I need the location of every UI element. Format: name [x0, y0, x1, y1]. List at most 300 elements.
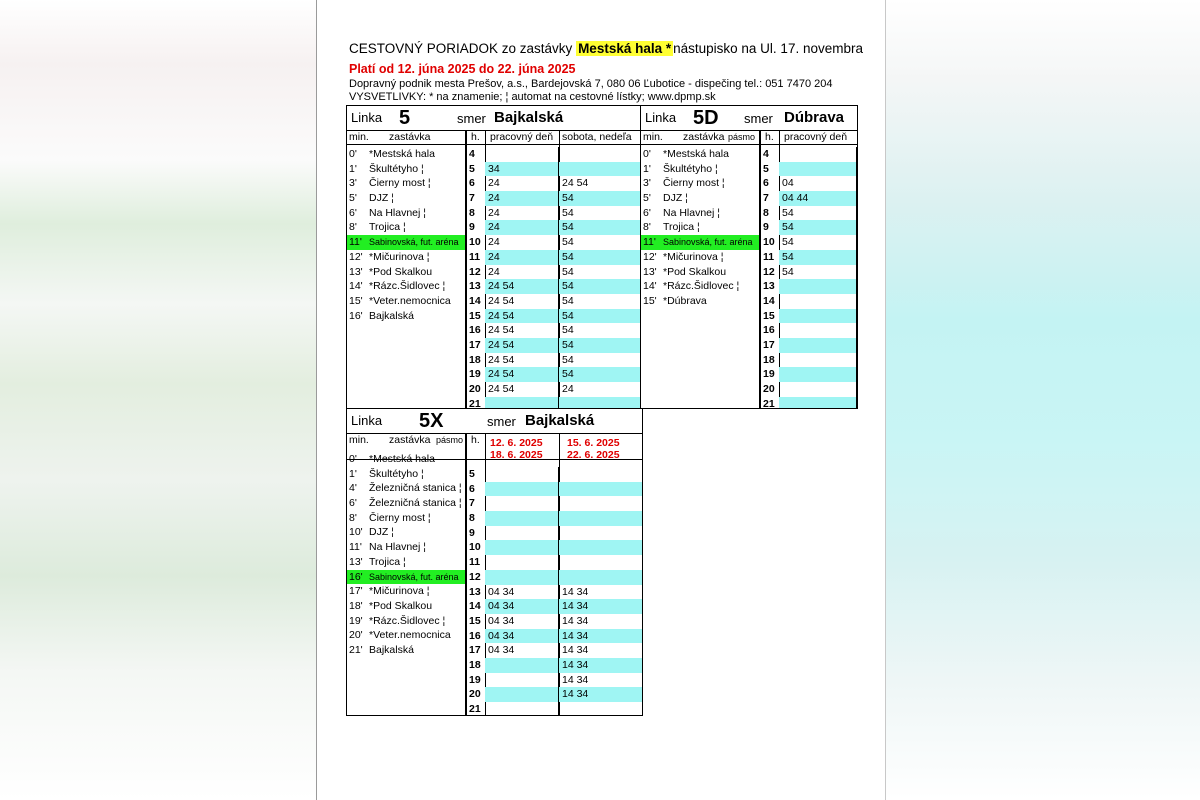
stop-name: Trojica ¦: [369, 221, 406, 234]
stop-name: *Mestská hala: [369, 453, 435, 465]
hour-label: h.: [471, 131, 480, 143]
hour-cell: 10: [469, 236, 481, 249]
hour-row: [761, 191, 857, 206]
stop-minute: 15': [643, 294, 657, 307]
hour-row: [761, 220, 857, 235]
stop-list: [641, 147, 759, 309]
operator-text: Dopravný podnik mesta Prešov, a.s., Bardejovská 7, 080 06 Ľubotice - dispečing tel.: 051 7470 204: [349, 78, 833, 90]
hour-cell: 17: [763, 338, 775, 351]
stop-name: *Mestská hala: [663, 148, 729, 160]
hour-row: [467, 614, 642, 629]
hour-cell: 18: [763, 353, 775, 366]
stop-name: *Veter.nemocnica: [369, 629, 451, 642]
stop-minute: 0': [643, 148, 651, 160]
stop-row: [641, 250, 759, 265]
stop-name: Čierny most ¦: [663, 177, 725, 190]
departure-cell: 14 34: [559, 658, 642, 673]
hour-cell: 12: [763, 265, 775, 278]
stop-name: DJZ ¦: [663, 192, 688, 205]
departure-cell: 24: [485, 220, 559, 235]
departure-cell: 54: [562, 294, 574, 307]
stop-name: *Pod Skalkou: [663, 265, 727, 278]
departure-cell: 24 54: [485, 382, 559, 397]
departure-cell: 54: [562, 324, 574, 337]
departure-cell: 54: [559, 279, 642, 294]
line-number: 5: [399, 107, 411, 129]
stop-minute: 6': [349, 497, 357, 510]
date-from: 15. 6. 2025: [567, 437, 620, 449]
departure-cell: 54: [559, 250, 642, 265]
hour-row: [761, 176, 857, 191]
stop-name: *Mestská hala: [369, 148, 435, 160]
stop-row: [641, 206, 759, 221]
departure-cell: 54: [779, 220, 857, 235]
departure-cell: 24: [485, 250, 559, 265]
stop-minute: 0': [349, 148, 357, 160]
departure-cell: 14 34: [562, 644, 589, 657]
stop-row: [347, 265, 465, 280]
departure-cell: 24 54: [485, 338, 559, 353]
departure-cell: [485, 467, 559, 482]
hour-cell: 14: [469, 294, 481, 307]
hour-row: [467, 673, 642, 688]
departure-cell: [485, 555, 559, 570]
hour-cell: 19: [469, 368, 481, 381]
background-left: [0, 0, 316, 800]
departure-cell: [485, 673, 559, 688]
hour-cell: 12: [469, 265, 481, 278]
stop-minute: 6': [349, 206, 357, 219]
departure-cell: 04 34: [485, 599, 559, 614]
departure-cell: [559, 496, 642, 511]
hour-row: [467, 294, 642, 309]
hour-cell: 12: [469, 570, 481, 583]
stop-name: *Dúbrava: [663, 294, 707, 307]
hour-cell: 11: [469, 556, 481, 569]
stop-row: [641, 265, 759, 280]
hour-row: [761, 309, 857, 324]
departure-cell: [779, 382, 857, 397]
hour-cell: 13: [469, 585, 481, 598]
stop-minute: 13': [643, 265, 657, 278]
stop-minute: 12': [643, 250, 657, 263]
hour-label: h.: [765, 131, 774, 143]
hour-cell: 4: [763, 148, 769, 160]
stop-minute: 12': [349, 250, 363, 263]
stop-minute: 18': [349, 599, 363, 612]
departure-cell: [559, 482, 642, 497]
stop-name: Na Hlavnej ¦: [369, 541, 427, 554]
stop-name: *Pod Skalkou: [369, 265, 433, 278]
hour-row: [761, 279, 857, 294]
smer-label: smer: [744, 111, 773, 126]
stop-minute: 16': [349, 309, 363, 322]
stop-row: [347, 294, 465, 309]
departure-cell: [485, 570, 559, 585]
line-5d-panel: [640, 105, 858, 409]
hour-cell: 20: [763, 383, 775, 395]
stop-row: [641, 279, 759, 294]
hour-row: [761, 382, 857, 397]
stop-minute: 16': [349, 570, 363, 583]
hour-cell: 18: [469, 658, 481, 671]
min-label: min.: [349, 434, 369, 446]
departure-cell: 24: [485, 191, 559, 206]
direction-name: Dúbrava: [784, 109, 845, 126]
hour-row: [761, 147, 857, 162]
departure-cell: 04 34: [485, 629, 559, 644]
stop-name: Škultétyho ¦: [369, 467, 424, 480]
hour-cell: 16: [763, 324, 775, 337]
stop-minute: 20': [349, 629, 363, 642]
stop-minute: 5': [349, 192, 357, 205]
stop-minute: 4': [349, 482, 357, 495]
hour-row: [467, 235, 642, 250]
hour-cell: 13: [763, 280, 775, 293]
hour-row: [467, 643, 642, 658]
hour-row: [467, 496, 642, 511]
stop-row: [347, 452, 465, 467]
stop-row: [347, 235, 465, 250]
departure-cell: [779, 309, 857, 324]
departure-cell: [485, 147, 559, 162]
departure-cell: 24: [562, 383, 574, 395]
departure-cell: 24: [485, 265, 559, 280]
stop-row: [347, 481, 465, 496]
stop-name: *Pod Skalkou: [369, 599, 433, 612]
title-prefix: CESTOVNÝ PORIADOK zo zastávky: [349, 41, 577, 56]
departure-cell: [485, 496, 559, 511]
departure-cell: 24 54: [485, 279, 559, 294]
stop-minute: 14': [643, 280, 657, 293]
date-to: 18. 6. 2025: [490, 449, 543, 461]
hour-row: [467, 338, 642, 353]
stop-row: [347, 220, 465, 235]
hour-cell: 14: [469, 600, 481, 613]
stop-row: [347, 176, 465, 191]
hour-row: [467, 570, 642, 585]
stop-row: [347, 467, 465, 482]
hour-cell: 7: [469, 192, 475, 205]
hour-row: [467, 555, 642, 570]
stop-row: [347, 628, 465, 643]
hour-row: [467, 176, 642, 191]
departure-cell: 04: [779, 176, 857, 191]
stop-name: Na Hlavnej ¦: [369, 206, 427, 219]
departure-cell: 54: [562, 236, 574, 249]
stop-row: [347, 614, 465, 629]
line-5-panel: [346, 105, 643, 409]
stop-list: [347, 452, 465, 658]
stop-name: *Rázc.Šidlovec ¦: [663, 280, 740, 293]
departure-cell: 14 34: [559, 599, 642, 614]
workday-label: pracovný deň: [490, 131, 554, 143]
hour-row: [467, 687, 642, 702]
line-5d-header: [641, 106, 857, 131]
stop-row: [641, 220, 759, 235]
line-5-subheader: [347, 130, 642, 145]
hour-row: [467, 162, 642, 177]
departure-cell: 14 34: [562, 673, 589, 686]
stop-name: Sabinovská, fut. aréna: [369, 237, 459, 248]
hour-row: [761, 367, 857, 382]
departure-cell: 24: [485, 235, 559, 250]
hour-cell: 5: [469, 468, 475, 480]
hour-row: [467, 382, 642, 397]
departure-cell: 04 34: [485, 614, 559, 629]
hour-row: [467, 629, 642, 644]
stop-row: [347, 206, 465, 221]
hour-cell: 15: [469, 309, 481, 322]
stop-row: [347, 279, 465, 294]
stop-minute: 13': [349, 555, 363, 568]
line-number: 5X: [419, 410, 444, 432]
legend-text: VYSVETLIVKY: * na znamenie; ¦ automat na cestovné lístky; www.dpmp.sk: [349, 91, 716, 103]
zastavka-label: zastávka: [389, 434, 431, 446]
date-range-1: [490, 437, 543, 461]
departure-cell: 54: [562, 265, 574, 278]
hour-cell: 9: [469, 526, 475, 539]
departure-cell: [485, 702, 559, 716]
departure-cell: 54: [779, 206, 857, 221]
stop-minute: 11': [643, 236, 656, 249]
stop-row: [347, 599, 465, 614]
workday-label: pracovný deň: [784, 131, 848, 143]
line-number: 5D: [693, 107, 719, 129]
stop-minute: 6': [643, 206, 651, 219]
hour-row: [467, 265, 642, 280]
departure-cell: 14 34: [562, 614, 589, 627]
linka-label: Linka: [351, 413, 383, 428]
stop-minute: 11': [349, 236, 362, 249]
hour-cell: 11: [469, 250, 481, 263]
hour-cell: 20: [469, 688, 481, 701]
stop-minute: 0': [349, 453, 357, 465]
departure-cell: 54: [559, 220, 642, 235]
departure-cell: 24 54: [562, 177, 589, 190]
hour-row: [761, 265, 857, 280]
hour-cell: 10: [763, 236, 775, 249]
departure-cell: [779, 279, 857, 294]
hour-row: [761, 323, 857, 338]
stop-row: [347, 496, 465, 511]
pasmo-label: pásmo: [728, 132, 756, 142]
stop-minute: 21': [349, 643, 363, 656]
validity-text: Platí od 12. júna 2025 do 22. júna 2025: [349, 62, 576, 76]
hour-row: [467, 511, 642, 526]
stop-row: [641, 294, 759, 309]
stop-row: [641, 147, 759, 162]
hour-cell: 21: [469, 397, 481, 409]
departure-cell: 24 54: [485, 309, 559, 324]
weekend-label: sobota, nedeľa: [562, 131, 632, 143]
date-range-2: [567, 437, 620, 461]
stop-row: [347, 147, 465, 162]
zastavka-label: zastávka: [683, 131, 725, 143]
departure-cell: 54: [559, 367, 642, 382]
stop-name: Bajkalská: [369, 643, 414, 656]
departure-cell: 14 34: [562, 585, 589, 598]
stop-minute: 19': [349, 614, 363, 627]
hour-row: [467, 540, 642, 555]
departure-cell: [485, 526, 559, 541]
departure-cell: [779, 353, 857, 368]
line-5-header: [347, 106, 642, 131]
hour-cell: 6: [763, 177, 769, 190]
stop-name: *Rázc.Šidlovec ¦: [369, 280, 446, 293]
hour-row: [467, 147, 642, 162]
hour-cell: 7: [469, 497, 475, 510]
departure-cell: [779, 147, 857, 162]
stop-minute: 3': [643, 177, 651, 190]
stop-name: Sabinovská, fut. aréna: [369, 571, 459, 582]
hour-cell: 16: [469, 629, 481, 642]
hour-cell: 21: [763, 397, 775, 409]
departure-cell: 54: [559, 309, 642, 324]
stop-row: [347, 584, 465, 599]
stop-name: Sabinovská, fut. aréna: [663, 237, 753, 248]
hour-row: [467, 467, 642, 482]
stop-minute: 1': [643, 162, 651, 175]
departure-cell: [779, 397, 857, 409]
stop-minute: 13': [349, 265, 363, 278]
stop-minute: 17': [349, 585, 363, 598]
stop-minute: 11': [349, 541, 362, 554]
stop-name: *Mičurinova ¦: [369, 250, 430, 263]
departure-cell: 24 54: [485, 353, 559, 368]
departure-cell: 34: [485, 162, 559, 177]
hour-cell: 7: [763, 192, 769, 205]
hour-row: [467, 323, 642, 338]
departure-cell: 14 34: [559, 629, 642, 644]
line-5x-header: [347, 409, 642, 434]
hour-cell: 8: [469, 206, 475, 219]
line-5x-panel: [346, 408, 643, 716]
departure-cell: 54: [779, 235, 857, 250]
hour-row: [467, 250, 642, 265]
departure-cell: [485, 511, 559, 526]
hour-row: [467, 658, 642, 673]
hour-row: [467, 206, 642, 221]
departure-cell: [559, 555, 642, 570]
stop-row: [347, 570, 465, 585]
departure-cell: [559, 526, 642, 541]
title-stop-name: Mestská hala *: [578, 41, 672, 56]
hour-cell: 9: [763, 221, 769, 234]
departure-cell: [779, 162, 857, 177]
stop-row: [347, 643, 465, 658]
departure-cell: [485, 482, 559, 497]
hour-row: [761, 162, 857, 177]
stop-row: [347, 555, 465, 570]
stop-row: [347, 309, 465, 324]
stop-minute: 5': [643, 192, 651, 205]
hour-row: [467, 353, 642, 368]
departure-cell: 54: [562, 206, 574, 219]
stop-name: Na Hlavnej ¦: [663, 206, 721, 219]
min-label: min.: [349, 131, 369, 143]
departure-cell: 54: [559, 338, 642, 353]
hour-row: [761, 294, 857, 309]
hour-cell: 5: [469, 162, 475, 175]
stop-minute: 8': [349, 221, 357, 234]
stop-minute: 1': [349, 467, 357, 480]
departure-cell: 04 34: [485, 643, 559, 658]
departure-cell: 54: [779, 265, 857, 280]
stop-row: [347, 525, 465, 540]
hour-cell: 8: [469, 512, 475, 525]
stop-row: [641, 162, 759, 177]
hour-cell: 19: [763, 368, 775, 381]
hour-cell: 14: [763, 294, 775, 307]
departure-cell: [559, 540, 642, 555]
departure-cell: [559, 511, 642, 526]
stop-name: DJZ ¦: [369, 526, 394, 539]
departure-cell: 54: [559, 191, 642, 206]
hour-row: [467, 482, 642, 497]
stop-name: Trojica ¦: [369, 555, 406, 568]
stop-name: Železničná stanica ¦: [369, 497, 462, 510]
stop-row: [347, 250, 465, 265]
stop-name: *Veter.nemocnica: [369, 294, 451, 307]
date-from: 12. 6. 2025: [490, 437, 543, 449]
hour-cell: 6: [469, 177, 475, 190]
stop-name: Železničná stanica ¦: [369, 482, 462, 495]
direction-name: Bajkalská: [494, 109, 564, 126]
stop-name: Bajkalská: [369, 309, 414, 322]
stop-list: [347, 147, 465, 323]
departure-cell: 04 44: [779, 191, 857, 206]
departure-cell: 24 54: [485, 323, 559, 338]
stop-minute: 14': [349, 280, 363, 293]
hour-cell: 20: [469, 383, 481, 395]
stop-minute: 3': [349, 177, 357, 190]
title-platform: nástupisko na Ul. 17. novembra: [673, 41, 863, 56]
zastavka-label: zastávka: [389, 131, 431, 143]
hour-row: [467, 526, 642, 541]
hour-cell: 13: [469, 280, 481, 293]
stop-minute: 15': [349, 294, 363, 307]
smer-label: smer: [487, 414, 516, 429]
stop-minute: 8': [349, 511, 357, 524]
departure-cell: [779, 338, 857, 353]
departure-cell: 04 34: [485, 585, 559, 600]
stop-name: *Rázc.Šidlovec ¦: [369, 614, 446, 627]
hour-row: [467, 599, 642, 614]
line-5d-subheader: [641, 130, 857, 145]
departure-cell: [559, 147, 642, 162]
departure-cell: 24 54: [485, 367, 559, 382]
departure-cell: 54: [779, 250, 857, 265]
departure-cell: [559, 702, 642, 716]
stop-name: Škultétyho ¦: [369, 162, 424, 175]
stop-name: *Mičurinova ¦: [369, 585, 430, 598]
hour-cell: 15: [763, 309, 775, 322]
hour-row: [761, 206, 857, 221]
hour-row: [467, 367, 642, 382]
stop-row: [347, 511, 465, 526]
departure-grid: [467, 467, 642, 716]
stop-row: [347, 191, 465, 206]
departure-grid: [467, 147, 642, 409]
stop-name: Čierny most ¦: [369, 177, 431, 190]
stop-row: [641, 235, 759, 250]
departure-cell: [559, 162, 642, 177]
departure-cell: 14 34: [559, 687, 642, 702]
departure-cell: 54: [562, 353, 574, 366]
background-right: [884, 0, 1200, 800]
stop-minute: 8': [643, 221, 651, 234]
